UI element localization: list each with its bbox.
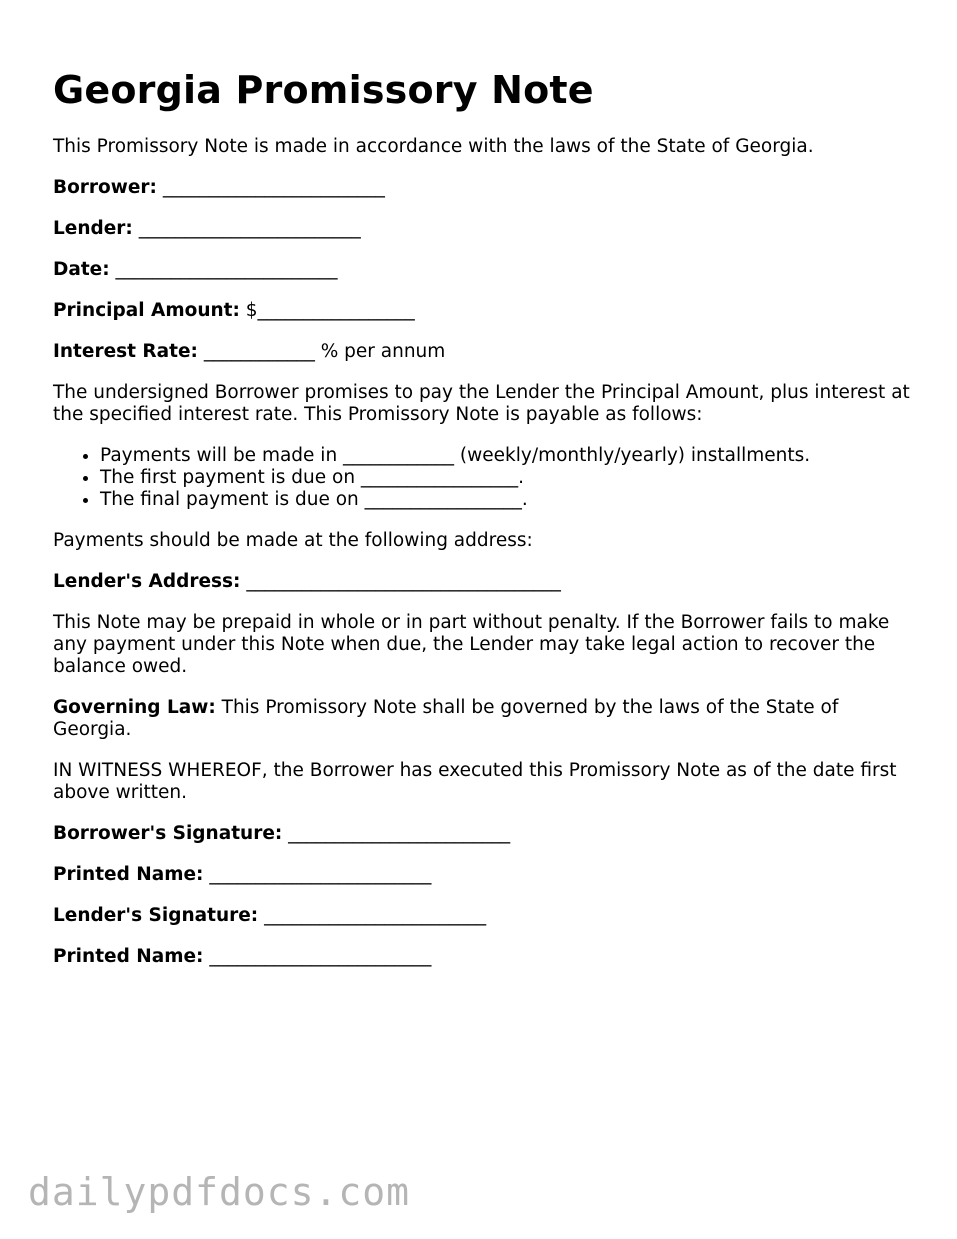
date-label: Date: bbox=[53, 259, 110, 280]
address-intro: Payments should be made at the following address: bbox=[53, 530, 533, 551]
witness-paragraph: IN WITNESS WHEREOF, the Borrower has executed this Promissory Note as of the date first above written. bbox=[53, 760, 897, 803]
borrower-blank: ________________________ bbox=[156, 177, 385, 198]
date-blank: ________________________ bbox=[109, 259, 338, 280]
lender-printed-name-label: Printed Name: bbox=[53, 946, 204, 967]
lender-signature-label: Lender's Signature: bbox=[53, 905, 259, 926]
intro-paragraph: This Promissory Note is made in accordance with the laws of the State of Georgia. bbox=[53, 136, 814, 157]
borrower-field bbox=[53, 177, 913, 199]
interest-rate-field bbox=[53, 341, 913, 363]
payment-term-item: • Payments will be made in ____________ (weekly/monthly/yearly) installments. bbox=[100, 445, 913, 467]
watermark-text: dailypdfdocs.com bbox=[28, 1170, 411, 1214]
payment-term-item: • The first payment is due on _________________. bbox=[100, 467, 913, 489]
lender-signature-field bbox=[53, 905, 913, 927]
borrower-signature-blank: ________________________ bbox=[282, 823, 511, 844]
prepayment-paragraph: This Note may be prepaid in whole or in part without penalty. If the Borrower fails to make any payment under this Note when due, the Lender may take legal action to recover the balance owed. bbox=[53, 612, 890, 677]
payment-term-item: • The final payment is due on _________________. bbox=[100, 489, 913, 511]
borrower-printed-name-field bbox=[53, 864, 913, 886]
borrower-signature-field bbox=[53, 823, 913, 845]
governing-law-label: Governing Law: bbox=[53, 697, 216, 718]
lender-label: Lender: bbox=[53, 218, 133, 239]
lender-printed-name-field bbox=[53, 946, 913, 968]
lender-address-blank: __________________________________ bbox=[240, 571, 561, 592]
lender-field bbox=[53, 218, 913, 240]
borrower-printed-name-label: Printed Name: bbox=[53, 864, 204, 885]
interest-rate-label: Interest Rate: bbox=[53, 341, 198, 362]
document-page bbox=[53, 64, 913, 987]
document-title: Georgia Promissory Note bbox=[53, 68, 594, 112]
lender-address-field bbox=[53, 571, 913, 593]
interest-rate-blank: ____________ % per annum bbox=[197, 341, 446, 362]
borrower-signature-label: Borrower's Signature: bbox=[53, 823, 283, 844]
borrower-label: Borrower: bbox=[53, 177, 157, 198]
principal-amount-field bbox=[53, 300, 913, 322]
governing-law-paragraph bbox=[53, 697, 913, 741]
lender-address-label: Lender's Address: bbox=[53, 571, 241, 592]
governing-law-text: This Promissory Note shall be governed by the laws of the State of Georgia. bbox=[53, 697, 839, 740]
principal-amount-label: Principal Amount: bbox=[53, 300, 240, 321]
principal-amount-blank: $_________________ bbox=[239, 300, 415, 321]
lender-blank: ________________________ bbox=[132, 218, 361, 239]
lender-signature-blank: ________________________ bbox=[258, 905, 487, 926]
date-field bbox=[53, 259, 913, 281]
borrower-printed-name-blank: ________________________ bbox=[203, 864, 432, 885]
lender-printed-name-blank: ________________________ bbox=[203, 946, 432, 967]
promise-paragraph: The undersigned Borrower promises to pay the Lender the Principal Amount, plus interest at the specified interest rate. This Promissory Note is payable as follows: bbox=[53, 382, 910, 425]
payment-terms-list bbox=[53, 445, 913, 511]
